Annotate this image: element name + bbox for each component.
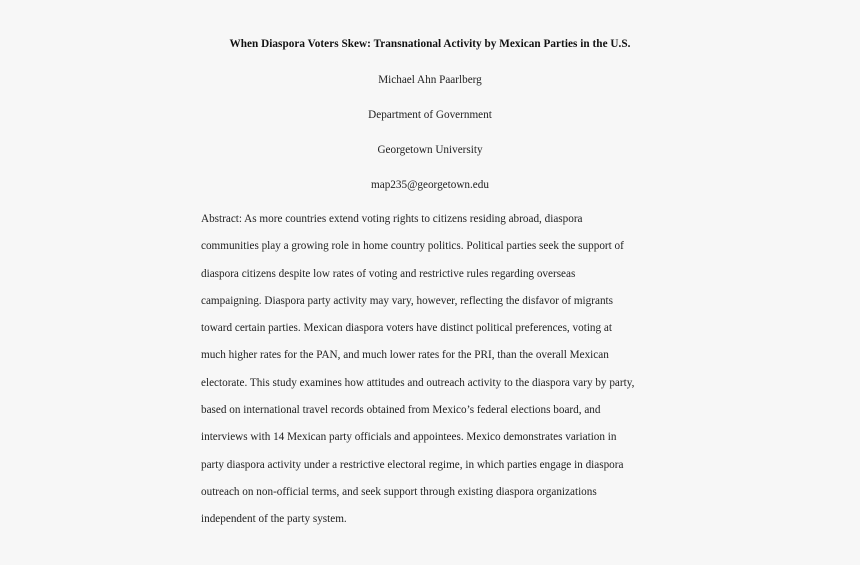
paper-title: When Diaspora Voters Skew: Transnational Activity by Mexican Parties in the U.S.	[229, 38, 631, 50]
abstract-line: communities play a growing role in home country politics. Political parties seek the support of	[201, 240, 624, 253]
abstract-line: independent of the party system.	[201, 513, 347, 526]
abstract-line: toward certain parties. Mexican diaspora voters have distinct political preferences, voting at	[201, 322, 612, 335]
author-email: map235@georgetown.edu	[371, 179, 489, 191]
abstract-line: campaigning. Diaspora party activity may vary, however, reflecting the disfavor of migrants	[201, 294, 614, 307]
abstract-line: interviews with 14 Mexican party officials and appointees. Mexico demonstrates variation in	[201, 431, 617, 444]
abstract-line: Abstract: As more countries extend voting rights to citizens residing abroad, diaspora	[201, 213, 583, 225]
author-name: Michael Ahn Paarlberg	[378, 74, 482, 86]
author-department: Department of Government	[368, 109, 492, 121]
author-institution: Georgetown University	[377, 144, 483, 156]
abstract-line: diaspora citizens despite low rates of voting and restrictive rules regarding overseas	[201, 267, 576, 280]
abstract-line: based on international travel records obtained from Mexico’s federal elections board, and	[201, 404, 601, 417]
abstract-line: electorate. This study examines how attitudes and outreach activity to the diaspora vary by party,	[201, 376, 635, 389]
abstract-line: much higher rates for the PAN, and much lower rates for the PRI, than the overall Mexican	[201, 349, 609, 362]
abstract-line: outreach on non-official terms, and seek support through existing diaspora organizations	[201, 485, 597, 498]
abstract	[201, 212, 671, 540]
abstract-line: party diaspora activity under a restrictive electoral regime, in which parties engage in diaspora	[201, 458, 624, 471]
